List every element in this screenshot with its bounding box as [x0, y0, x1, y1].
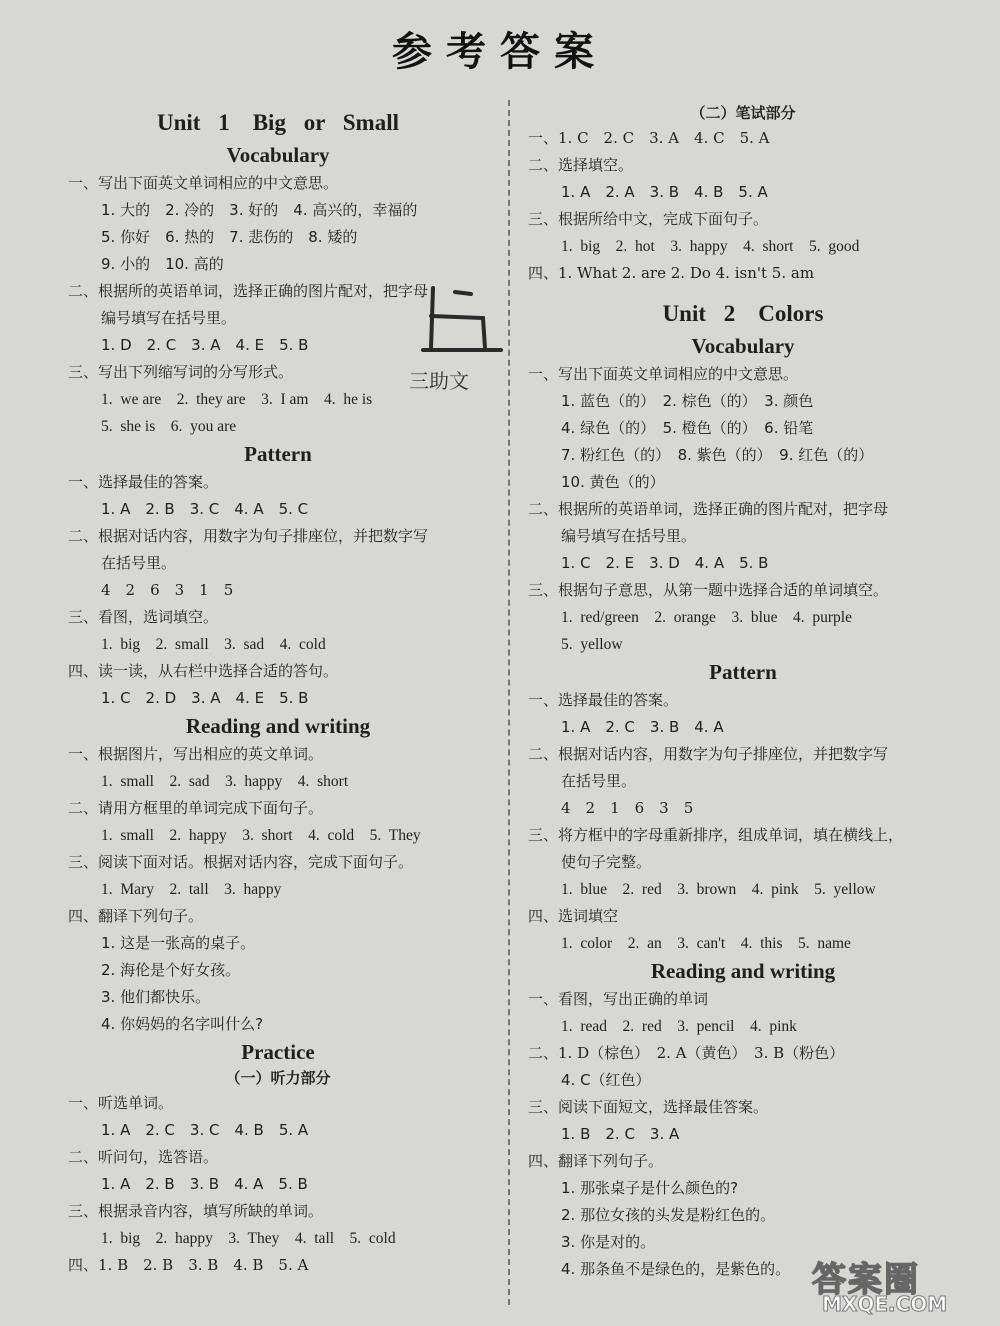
- answer-line: 4. 你妈妈的名字叫什么?: [101, 1015, 264, 1033]
- answer-line: 1. 那张桌子是什么颜色的?: [561, 1179, 739, 1197]
- answer-line: 5. 你好 6. 热的 7. 悲伤的 8. 矮的: [101, 228, 358, 246]
- unit1-practice-title: Practice: [241, 1040, 315, 1064]
- question-line: 二、根据所的英语单词，选择正确的图片配对，把字母: [68, 282, 429, 300]
- question-line: 二、根据对话内容，用数字为句子排座位，并把数字写: [528, 745, 889, 763]
- answer-line: 3. 你是对的。: [561, 1233, 656, 1251]
- answer-line: 7. 粉红色（的） 8. 紫色（的） 9. 红色（的）: [561, 446, 874, 464]
- watermark-text: 答案圈: [812, 1260, 920, 1300]
- answer-line: 4. C（红色）: [561, 1071, 651, 1089]
- question-line: 四、1. B 2. B 3. B 4. B 5. A: [68, 1256, 309, 1274]
- answer-line: 1. red/green 2. orange 3. blue 4. purple: [561, 609, 852, 626]
- answer-line: 1. C 2. D 3. A 4. E 5. B: [101, 689, 309, 707]
- question-line: 使句子完整。: [561, 853, 652, 871]
- unit2-reading-writing: [528, 986, 958, 1283]
- listening-part-title: （一）听力部分: [225, 1069, 331, 1087]
- question-line: 二、听问句，选答语。: [68, 1148, 219, 1166]
- question-line: 一、写出下面英文单词相应的中文意思。: [68, 174, 339, 192]
- question-line: 三、阅读下面对话。根据对话内容，完成下面句子。: [68, 853, 414, 871]
- answer-line: 4 2 6 3 1 5: [101, 581, 234, 599]
- question-line: 一、根据图片，写出相应的英文单词。: [68, 745, 324, 763]
- unit2-vocabulary-title: Vocabulary: [691, 334, 795, 358]
- unit1-reading-writing-title: Reading and writing: [185, 714, 371, 738]
- question-line: 三、根据录音内容，填写所缺的单词。: [68, 1202, 324, 1220]
- answer-line: 4. 那条鱼不是绿色的，是紫色的。: [561, 1260, 791, 1278]
- answer-line: 1. we are 2. they are 3. I am 4. he is: [101, 391, 373, 408]
- question-line: 一、听选单词。: [68, 1094, 174, 1112]
- answer-line: 1. B 2. C 3. A: [561, 1125, 680, 1143]
- answer-line: 4 2 1 6 3 5: [561, 799, 694, 817]
- question-line: 三、根据句子意思，从第一题中选择合适的单词填空。: [528, 581, 889, 599]
- question-line: 一、1. C 2. C 3. A 4. C 5. A: [528, 129, 770, 147]
- question-line: 一、选择最佳的答案。: [68, 473, 219, 491]
- unit1-pattern-title: Pattern: [244, 442, 312, 466]
- question-line: 四、翻译下列句子。: [68, 907, 204, 925]
- answer-line: 1. Mary 2. tall 3. happy: [101, 881, 282, 898]
- answer-line: 1. 蓝色（的） 2. 棕色（的） 3. 颜色: [561, 392, 814, 410]
- question-line: 三、将方框中的字母重新排序，组成单词，填在横线上，: [528, 826, 904, 844]
- question-line: 在括号里。: [101, 554, 177, 572]
- scribble-text: 三助文: [409, 369, 469, 393]
- answer-line: 3. 他们都快乐。: [101, 988, 211, 1006]
- unit1-written: [528, 125, 958, 287]
- answer-line: 10. 黄色（的）: [561, 473, 665, 491]
- question-line: 编号填写在括号里。: [101, 309, 237, 327]
- question-line: 一、写出下面英文单词相应的中文意思。: [528, 365, 799, 383]
- question-line: 在括号里。: [561, 772, 637, 790]
- left-column: [68, 100, 488, 1279]
- answer-line: 1. read 2. red 3. pencil 4. pink: [561, 1018, 797, 1035]
- answer-line: 1. blue 2. red 3. brown 4. pink 5. yellow: [561, 881, 876, 898]
- watermark-logo: [812, 1252, 992, 1322]
- answer-line: 1. 大的 2. 冷的 3. 好的 4. 高兴的，幸福的: [101, 201, 418, 219]
- answer-line: 1. A 2. C 3. C 4. B 5. A: [101, 1121, 309, 1139]
- answer-line: 1. big 2. happy 3. They 4. tall 5. cold: [101, 1230, 396, 1247]
- question-line: 四、读一读，从右栏中选择合适的答句。: [68, 662, 339, 680]
- answer-line: 1. D 2. C 3. A 4. E 5. B: [101, 336, 309, 354]
- unit2-title: Unit 2 Colors: [662, 301, 824, 326]
- watermark-url: MXQE.COM: [822, 1292, 948, 1316]
- unit1-pattern: [68, 469, 488, 712]
- answer-line: 1. A 2. B 3. B 4. A 5. B: [101, 1175, 308, 1193]
- answer-line: 1. A 2. A 3. B 4. B 5. A: [561, 183, 768, 201]
- answer-line: 5. yellow: [561, 636, 623, 653]
- question-line: 四、选词填空: [528, 907, 619, 925]
- question-line: 三、阅读下面短文，选择最佳答案。: [528, 1098, 769, 1116]
- answer-line: 2. 海伦是个好女孩。: [101, 961, 241, 979]
- question-line: 四、1. What 2. are 2. Do 4. isn't 5. am: [528, 264, 815, 282]
- unit2-reading-writing-title: Reading and writing: [650, 959, 836, 983]
- answer-line: 1. C 2. E 3. D 4. A 5. B: [561, 554, 769, 572]
- unit1-practice: [68, 1090, 488, 1279]
- question-line: 一、选择最佳的答案。: [528, 691, 679, 709]
- answer-line: 1. 这是一张高的桌子。: [101, 934, 256, 952]
- question-line: 三、根据所给中文，完成下面句子。: [528, 210, 769, 228]
- unit1-vocabulary-title: Vocabulary: [226, 143, 330, 167]
- page-title: 参考答案: [392, 28, 608, 75]
- question-line: 二、根据所的英语单词，选择正确的图片配对，把字母: [528, 500, 889, 518]
- question-line: 三、写出下列缩写词的分写形式。: [68, 363, 294, 381]
- unit1-reading-writing: [68, 741, 488, 1038]
- answer-line: 9. 小的 10. 高的: [101, 255, 224, 273]
- unit2-pattern-title: Pattern: [709, 660, 777, 684]
- unit2-pattern: [528, 687, 958, 957]
- answer-line: 1. small 2. sad 3. happy 4. short: [101, 773, 349, 790]
- unit2-vocabulary: [528, 361, 958, 658]
- question-line: 四、翻译下列句子。: [528, 1152, 664, 1170]
- question-line: 二、选择填空。: [528, 156, 634, 174]
- answer-line: 5. she is 6. you are: [101, 418, 237, 435]
- answer-line: 1. big 2. small 3. sad 4. cold: [101, 636, 326, 653]
- right-column: [528, 100, 958, 1283]
- answer-line: 1. A 2. B 3. C 4. A 5. C: [101, 500, 309, 518]
- unit1-title: Unit 1 Big or Small: [157, 110, 399, 135]
- question-line: 编号填写在括号里。: [561, 527, 697, 545]
- answer-line: 1. small 2. happy 3. short 4. cold 5. They: [101, 827, 421, 844]
- answer-line: 4. 绿色（的） 5. 橙色（的） 6. 铅笔: [561, 419, 814, 437]
- answer-line: 1. big 2. hot 3. happy 4. short 5. good: [561, 238, 860, 255]
- answer-line: 2. 那位女孩的头发是粉红色的。: [561, 1206, 776, 1224]
- answer-line: 1. color 2. an 3. can't 4. this 5. name: [561, 935, 851, 952]
- question-line: 一、看图，写出正确的单词: [528, 990, 709, 1008]
- question-line: 二、请用方框里的单词完成下面句子。: [68, 799, 324, 817]
- answer-line: 1. A 2. C 3. B 4. A: [561, 718, 724, 736]
- question-line: 三、看图，选词填空。: [68, 608, 219, 626]
- written-part-title: （二）笔试部分: [690, 104, 796, 122]
- question-line: 二、1. D（棕色） 2. A（黄色） 3. B（粉色）: [528, 1044, 845, 1062]
- question-line: 二、根据对话内容，用数字为句子排座位，并把数字写: [68, 527, 429, 545]
- handwritten-scribble: [405, 278, 525, 398]
